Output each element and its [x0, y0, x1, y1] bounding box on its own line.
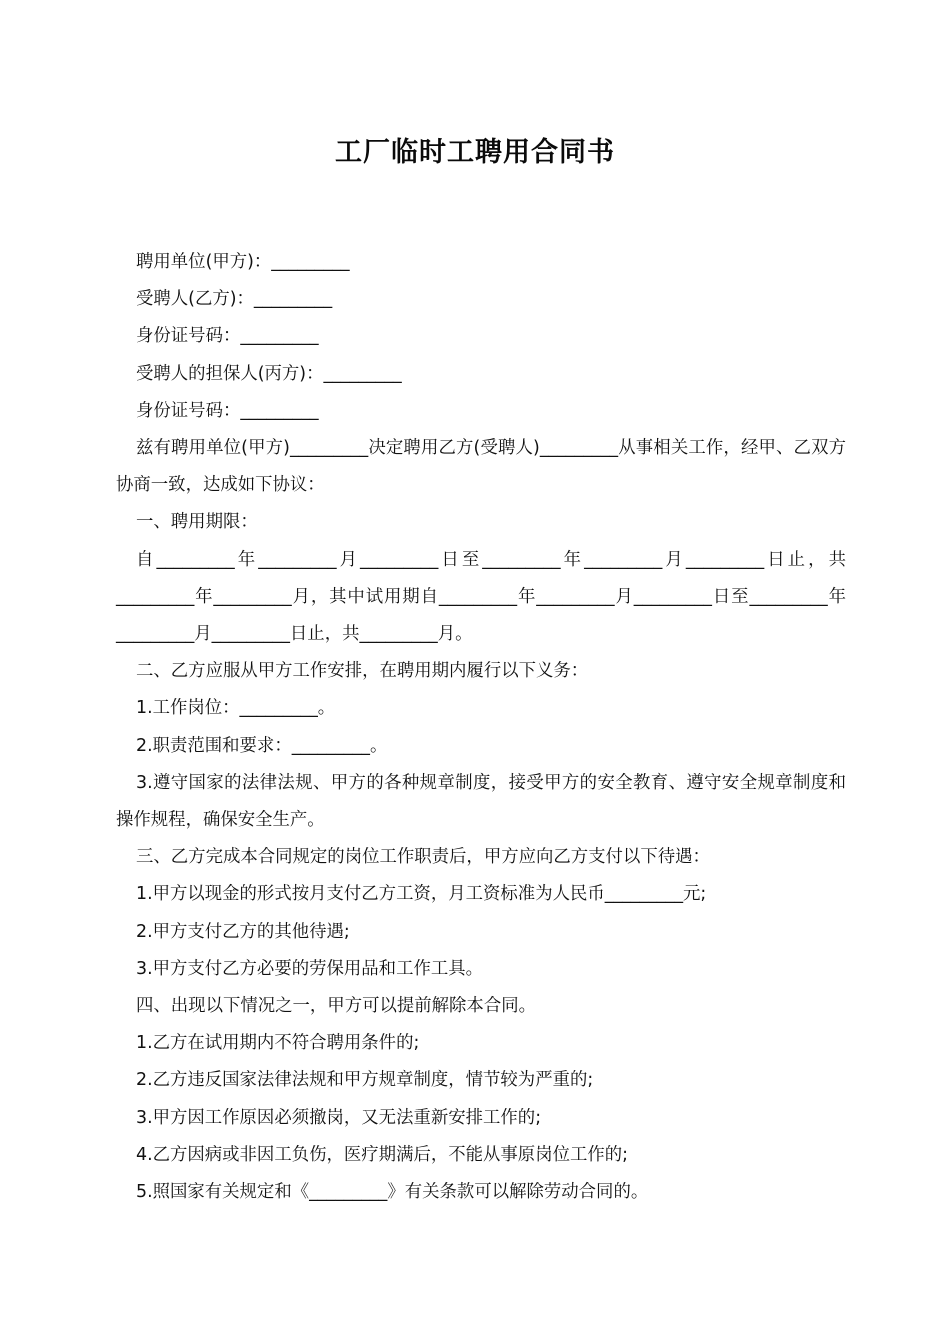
section-heading-termination: 四、出现以下情况之一，甲方可以提前解除本合同。	[136, 996, 536, 1017]
list-item-duty-1: 1.工作岗位：_________。	[136, 698, 336, 719]
list-item-compensation-2: 2.甲方支付乙方的其他待遇;	[136, 921, 350, 942]
paragraph-employer: 聘用单位(甲方)：_________	[136, 252, 350, 272]
list-item-termination-3: 3.甲方因工作原因必须撤岗，又无法重新安排工作的;	[136, 1107, 542, 1128]
list-item-duty-3: 3.遵守国家的法律法规、甲方的各种规章制度，接受甲方的安全教育、遵守安全规章制度和操作规程，确保安全生产。	[116, 772, 846, 831]
section-heading-term: 一、聘用期限：	[136, 512, 258, 533]
paragraph-employee: 受聘人(乙方)：_________	[136, 289, 333, 310]
section-heading-duties: 二、乙方应服从甲方工作安排，在聘用期内履行以下义务：	[136, 661, 589, 682]
document-body	[116, 244, 846, 1211]
paragraph-guarantor-id: 身份证号码：_________	[136, 400, 319, 421]
paragraph-guarantor: 受聘人的担保人(丙方)：_________	[136, 363, 402, 384]
section-heading-compensation: 三、乙方完成本合同规定的岗位工作职责后，甲方应向乙方支付以下待遇：	[136, 847, 710, 868]
list-item-termination-2: 2.乙方违反国家法律法规和甲方规章制度，情节较为严重的;	[136, 1070, 594, 1091]
document-title: 工厂临时工聘用合同书	[335, 137, 615, 168]
list-item-termination-1: 1.乙方在试用期内不符合聘用条件的;	[136, 1033, 420, 1054]
paragraph-term-dates: 自_________年_________月_________日至_________年_________月_________日止，共_________年_________月，其中试用期自_________年_________月_________日至_________年_________月_________日止，共_________月。	[116, 549, 846, 645]
list-item-compensation-3: 3.甲方支付乙方必要的劳保用品和工作工具。	[136, 958, 484, 979]
list-item-termination-5: 5.照国家有关规定和《_________》有关条款可以解除劳动合同的。	[136, 1182, 649, 1203]
list-item-duty-2: 2.职责范围和要求：_________。	[136, 735, 388, 756]
paragraph-employee-id: 身份证号码：_________	[136, 326, 319, 347]
paragraph-preamble: 兹有聘用单位(甲方)_________决定聘用乙方(受聘人)_________从事相关工作，经甲、乙双方协商一致，达成如下协议：	[116, 438, 846, 496]
list-item-compensation-1: 1.甲方以现金的形式按月支付乙方工资，月工资标准为人民币_________元;	[136, 884, 707, 905]
list-item-termination-4: 4.乙方因病或非因工负伤，医疗期满后，不能从事原岗位工作的;	[136, 1144, 629, 1165]
